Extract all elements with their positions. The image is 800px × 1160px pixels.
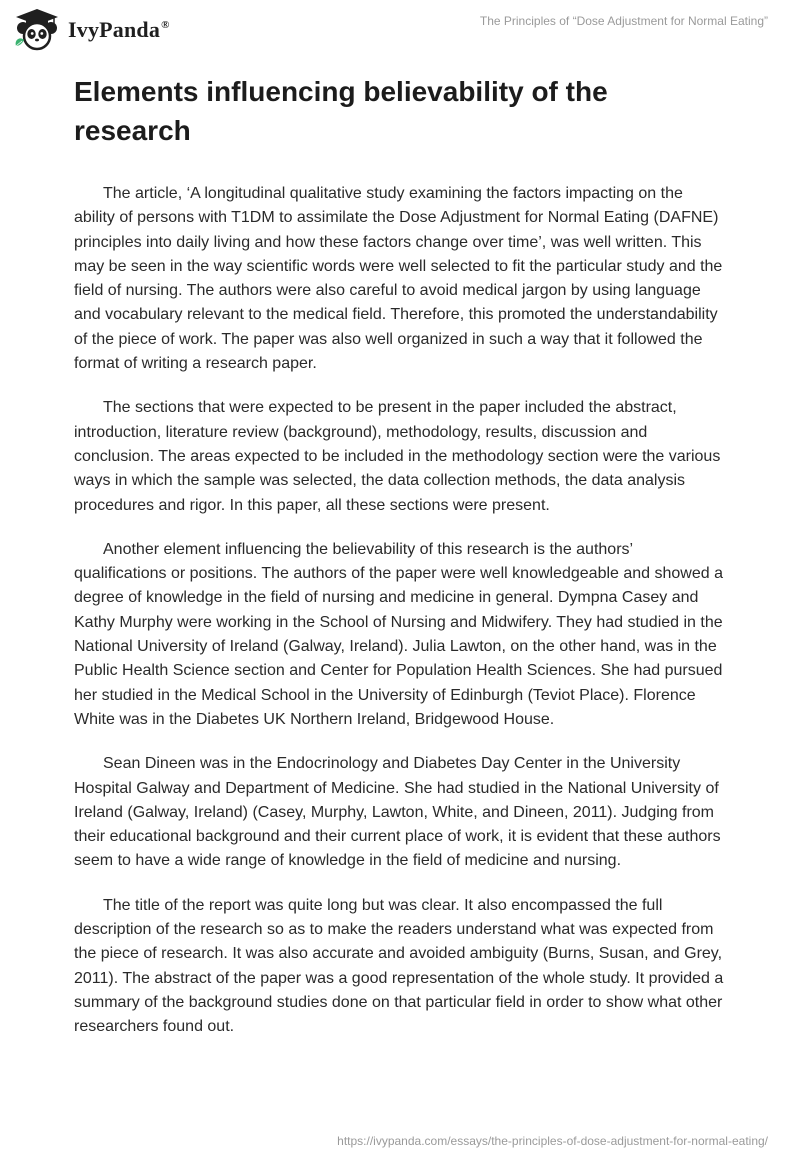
paragraph: The title of the report was quite long but was clear. It also encompassed the full description of the research so as to make the readers understand what was expected from the piece of research. It was also accurate and avoided ambiguity (Burns, Susan, and Grey, 2011). The abstract of the paper was a good representation of the whole study. It provided a summary of the background studies done on that particular field in order to show what other researchers found out. [74, 896, 724, 1036]
paragraph: The article, ‘A longitudinal qualitative study examining the factors impacting on the ability of persons with T1DM to assimilate the Dose Adjustment for Normal Eating (DAFNE) principles into daily living and how these factors change over time’, was well written. This may be seen in the way scientific words were well selected to fit the particular study and the field of nursing. The authors were also careful to avoid medical jargon by using language and vocabulary relevant to the medical field. Therefore, this promoted the understandability of the piece of work. The paper was also well organized in such a way that it followed the format of writing a research paper. [74, 185, 723, 373]
panda-graduate-logo-icon [12, 8, 62, 52]
paragraph: Sean Dineen was in the Endocrinology and Diabetes Day Center in the University Hospital Galway and Department of Medicine. She had studied in the National University of Ireland (Galway, Ireland) (Casey, Murphy, Lawton, White, and Dineen, 2011). Judging from their educational background and their current place of work, it is evident that these authors seem to have a wide range of knowledge in the field of medicine and nursing. [74, 755, 721, 870]
section-heading: Elements influencing believability of the research [74, 76, 608, 146]
source-url-link[interactable]: https://ivypanda.com/essays/the-principles-of-dose-adjustment-for-normal-eating/ [337, 1134, 768, 1148]
paragraph: The sections that were expected to be present in the paper included the abstract, introduction, literature review (background), methodology, results, discussion and conclusion. The areas expected to be included in the methodology section were the various ways in which the sample was selected, the data collection methods, the data analysis procedures and rigor. In this paper, all these sections were present. [74, 399, 721, 514]
document-title: The Principles of “Dose Adjustment for Normal Eating” [479, 14, 768, 28]
paragraph: Another element influencing the believability of this research is the authors’ qualifications or positions. The authors of the paper were well knowledgeable and showed a degree of knowledge in the field of nursing and medicine in general. Dympna Casey and Kathy Murphy were working in the School of Nursing and Midwifery. They had studied in the National University of Ireland (Galway, Ireland). Julia Lawton, on the other hand, was in the Public Health Science section and Center for Population Health Sciences. She had pursued her studied in the Medical School in the University of Edinburgh (Teviot Place). Florence White was in the Diabetes UK Northern Ireland, Bridgewood House. [74, 540, 723, 728]
article-body [74, 72, 728, 1060]
page-header [0, 0, 800, 60]
ivypanda-logo[interactable] [12, 8, 170, 52]
logo-wordmark: IvyPanda® [68, 17, 170, 42]
